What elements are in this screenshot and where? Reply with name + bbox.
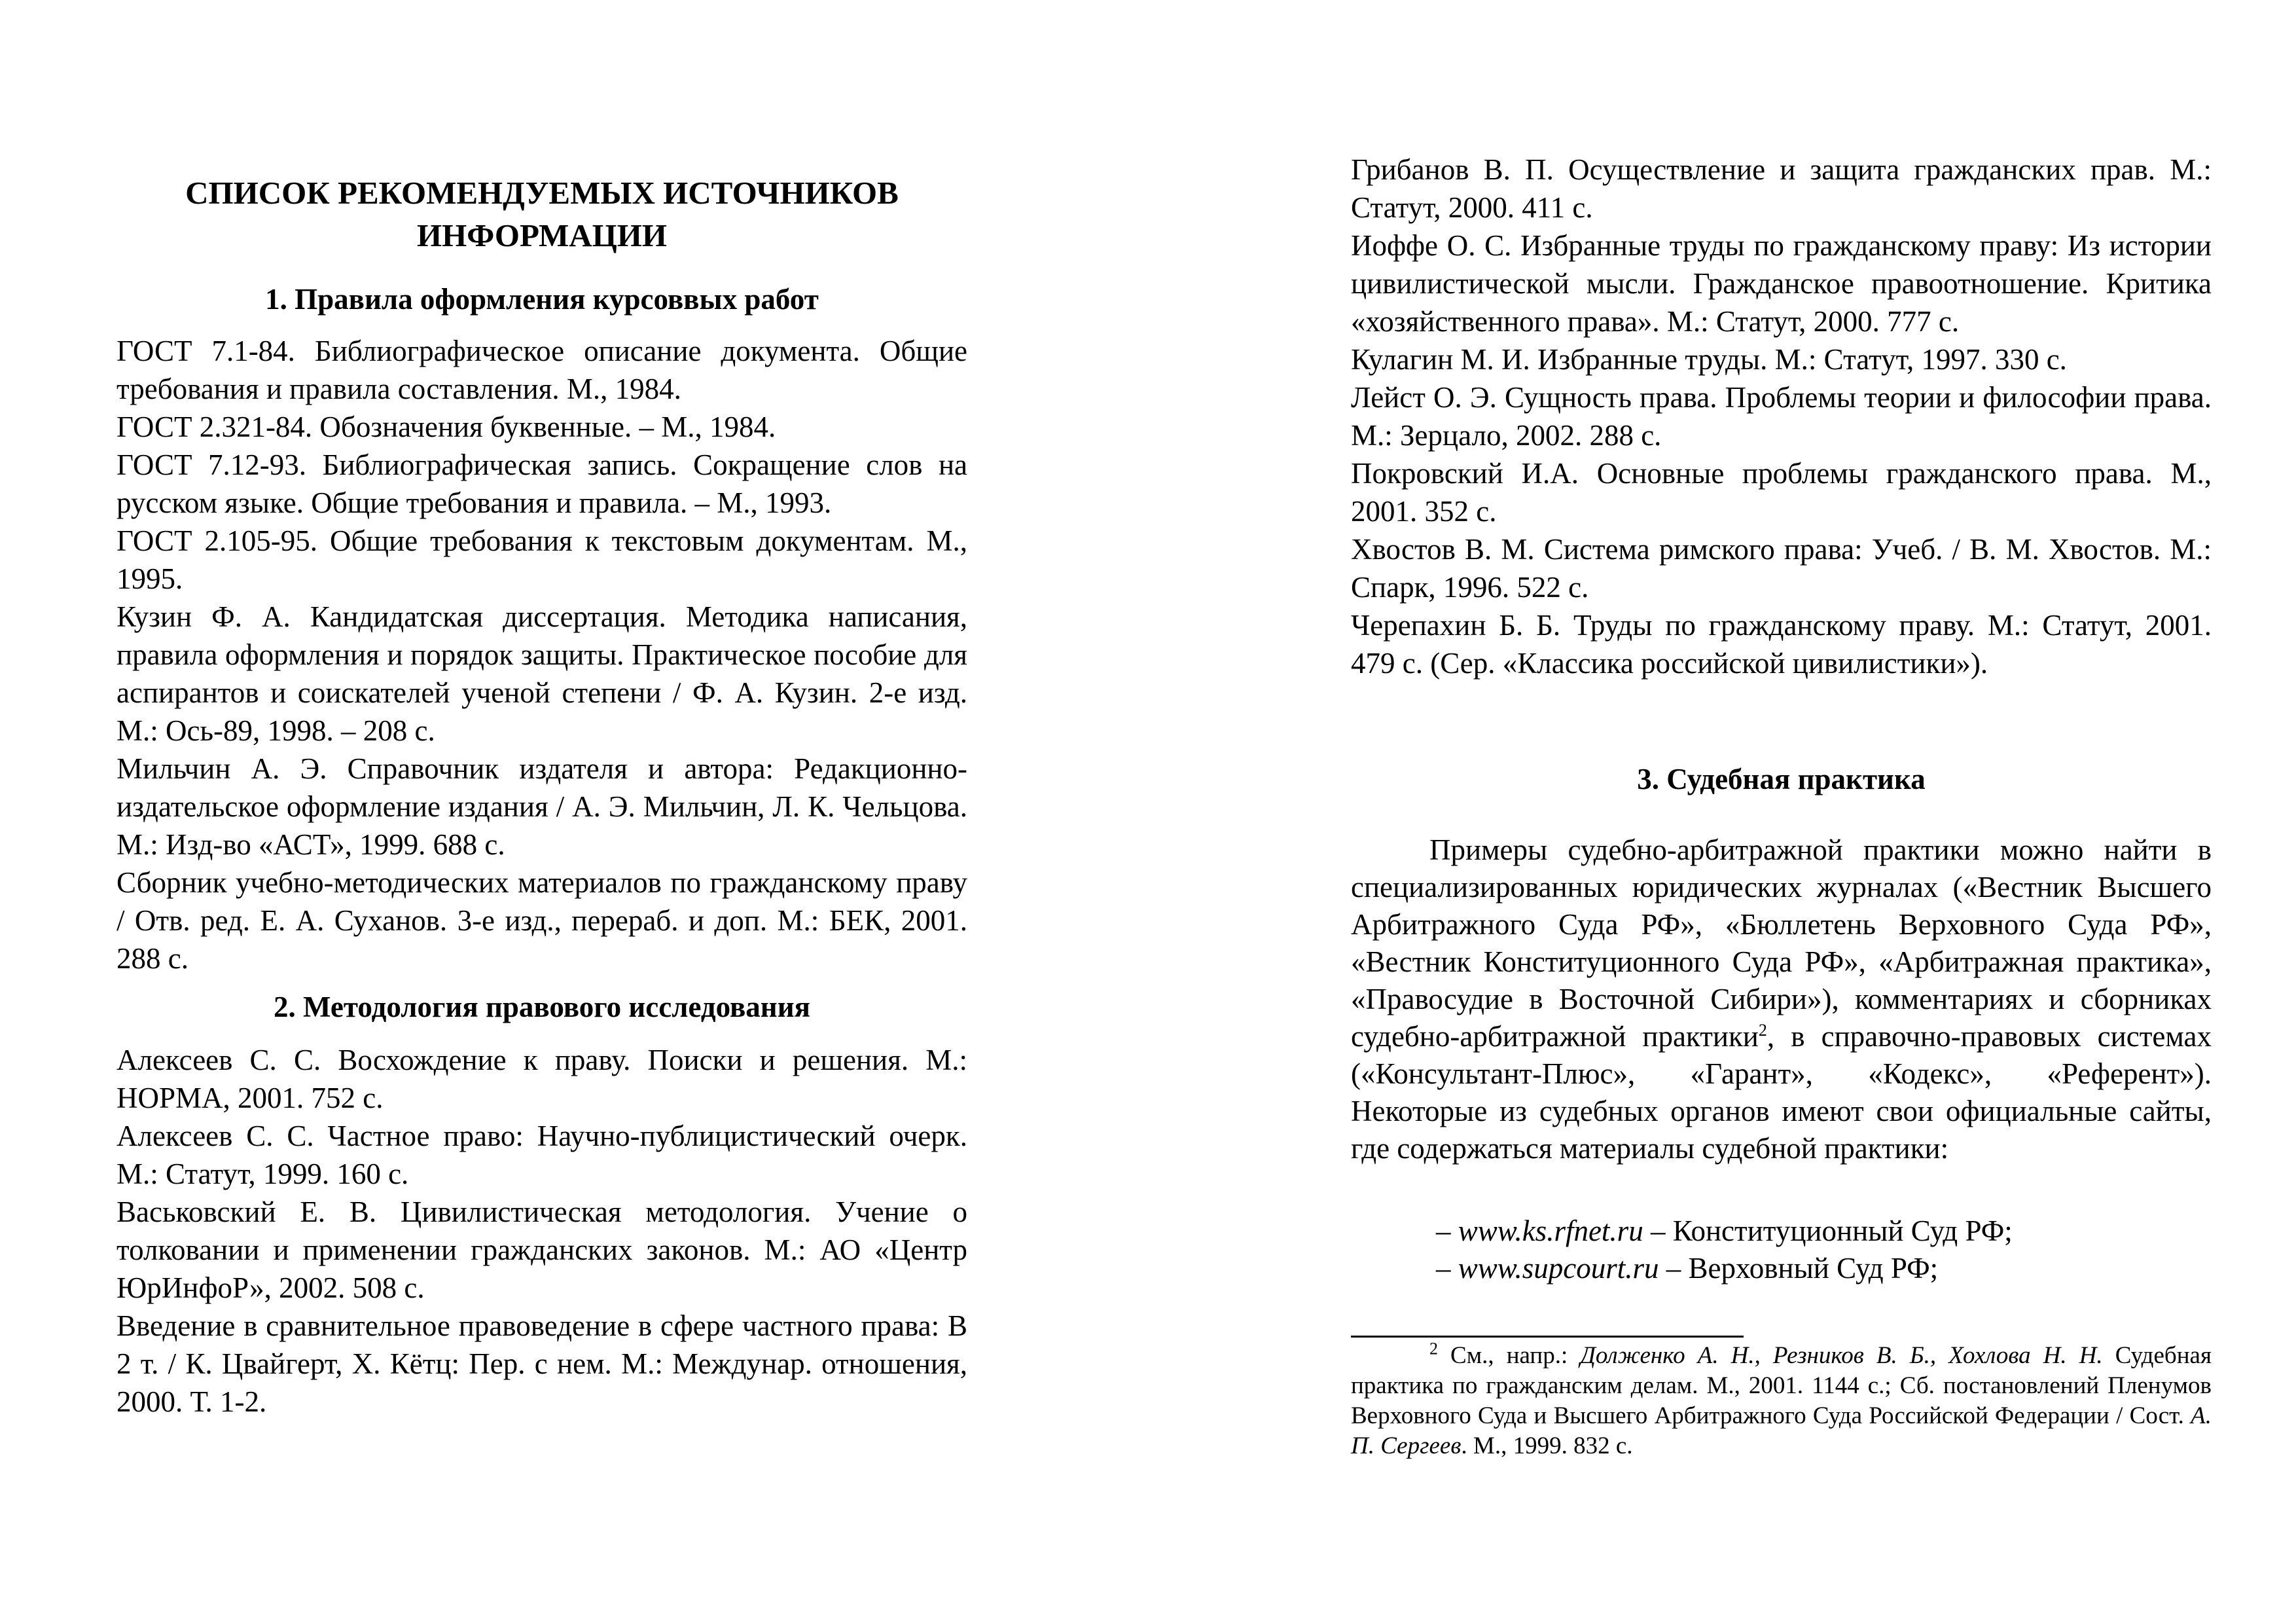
website-item [1436,1250,2212,1287]
dash: – [1436,1214,1458,1247]
bib-entry: Васьковский Е. В. Цивилистическая методология. Учение о толковании и применении гражданских законов. М.: АО «Центр ЮрИнфоР», 2002. 508 с. [117,1195,967,1304]
footnote-number: 2 [1429,1339,1438,1359]
section-2-list-left [117,1041,967,1421]
paragraph-text-a: Примеры судебно-арбитражной практики можно найти в специализированных юридических журналах («Вестник Высшего Арбитражного Суда РФ», «Бюллетень Верховного Суда РФ», «Вестник Конституционного Суда РФ», «Арбитражная практика», «Правосудие в Восточной Сибири»), комментариях и сборниках судебно-арбитражной практики [1351,833,2212,1053]
bib-entry: Иоффе О. С. Избранные труды по гражданскому праву: Из истории цивилистической мысли. Гражданское правоотношение. Критика «хозяйственного права». М.: Статут, 2000. 777 с. [1351,229,2212,338]
bib-entry: Алексеев С. С. Частное право: Научно-публицистический очерк. М.: Статут, 1999. 160 с. [117,1120,967,1190]
bib-entry: Введение в сравнительное правоведение в сфере частного права: В 2 т. / К. Цвайгерт, Х. Кётц: Пер. с нем. М.: Междунар. отношения, 2000. Т. 1-2. [117,1309,967,1418]
section-1-heading: 1. Правила оформления курсоввых работ [265,283,819,316]
court-practice-paragraph [1351,831,2212,1167]
dash: – [1436,1252,1458,1285]
website-item [1436,1213,2212,1250]
footnote-lead: См., напр.: [1438,1342,1581,1369]
bib-entry: ГОСТ 2.321-84. Обозначения буквенные. – М., 1984. [117,410,776,443]
bib-entry: Кузин Ф. А. Кандидатская диссертация. Методика написания, правила оформления и порядок защиты. Практическое пособие для аспирантов и соискателей ученой степени / Ф. А. Кузин. 2-е изд. М.: Ось-89, 1998. – 208 с. [117,600,967,747]
footnote-text-1: Судебная практика по гражданским делам. М., 2001. 1144 с.; Сб. постановлений Пленумов Верховного Суда и Высшего Арбитражного Суда Российской Федерации / Сост. [1351,1342,2212,1429]
bib-entry: Сборник учебно-методических материалов по гражданскому праву / Отв. ред. Е. А. Суханов. 3-е изд., перераб. и доп. М.: БЕК, 2001. 288 с. [117,866,967,975]
footnote [1351,1341,2212,1461]
section-3-heading: 3. Судебная практика [1637,763,1926,795]
website-desc: – Верховный Суд РФ; [1659,1252,1939,1285]
section-1-list [117,332,967,977]
website-url[interactable]: www.ks.rfnet.ru [1458,1214,1643,1247]
footnote-text-2: . М., 1999. 832 с. [1461,1432,1633,1459]
bib-entry: Алексеев С. С. Восхождение к праву. Поиски и решения. М.: НОРМА, 2001. 752 с. [117,1044,967,1114]
title-line-2: ИНФОРМАЦИИ [417,217,667,253]
bib-entry: Грибанов В. П. Осуществление и защита гражданских прав. М.: Статут, 2000. 411 с. [1351,153,2212,224]
bib-entry: ГОСТ 7.1-84. Библиографическое описание документа. Общие требования и правила составления. М., 1984. [117,335,967,405]
bib-entry: Кулагин М. И. Избранные труды. М.: Статут, 1997. 330 с. [1351,343,2067,376]
section-2-heading: 2. Методология правового исследования [274,991,810,1023]
bib-entry: Лейст О. Э. Сущность права. Проблемы теории и философии права. М.: Зерцало, 2002. 288 с. [1351,381,2212,452]
footnote-separator [1351,1336,1744,1338]
bib-entry: Хвостов В. М. Система римского права: Учеб. / В. М. Хвостов. М.: Спарк, 1996. 522 с. [1351,533,2212,604]
title-line-1: СПИСОК РЕКОМЕНДУЕМЫХ ИСТОЧНИКОВ [185,175,899,211]
website-list [1436,1213,2212,1287]
section-2-list-right [1351,151,2212,682]
footnote-authors: Долженко А. Н., Резников В. Б., Хохлова Н. Н. [1580,1342,2103,1369]
document-title [117,172,967,257]
paragraph-text-b: , в справочно-правовых системах («Консультант-Плюс», «Гарант», «Кодекс», «Референт»). Некоторые из судебных органов имеют свои официальные сайты, где содержаться материалы судебной практики: [1351,1020,2212,1165]
bib-entry: Мильчин А. Э. Справочник издателя и автора: Редакционно-издательское оформление издания / А. Э. Мильчин, Л. К. Чельцова. М.: Изд-во «АСТ», 1999. 688 с. [117,752,967,861]
website-desc: – Конституционный Суд РФ; [1643,1214,2013,1247]
bib-entry: ГОСТ 7.12-93. Библиографическая запись. Сокращение слов на русском языке. Общие требования и правила. – М., 1993. [117,448,967,519]
bib-entry: ГОСТ 2.105-95. Общие требования к текстовым документам. М., 1995. [117,524,967,595]
website-url[interactable]: www.supcourt.ru [1458,1252,1659,1285]
bib-entry: Покровский И.А. Основные проблемы гражданского права. М., 2001. 352 с. [1351,457,2212,528]
footnote-compiler: А. П. Сергеев [1351,1402,2212,1459]
footnote-reference: 2 [1758,1021,1767,1040]
bib-entry: Черепахин Б. Б. Труды по гражданскому праву. М.: Статут, 2001. 479 с. (Сер. «Классика российской цивилистики»). [1351,609,2212,680]
